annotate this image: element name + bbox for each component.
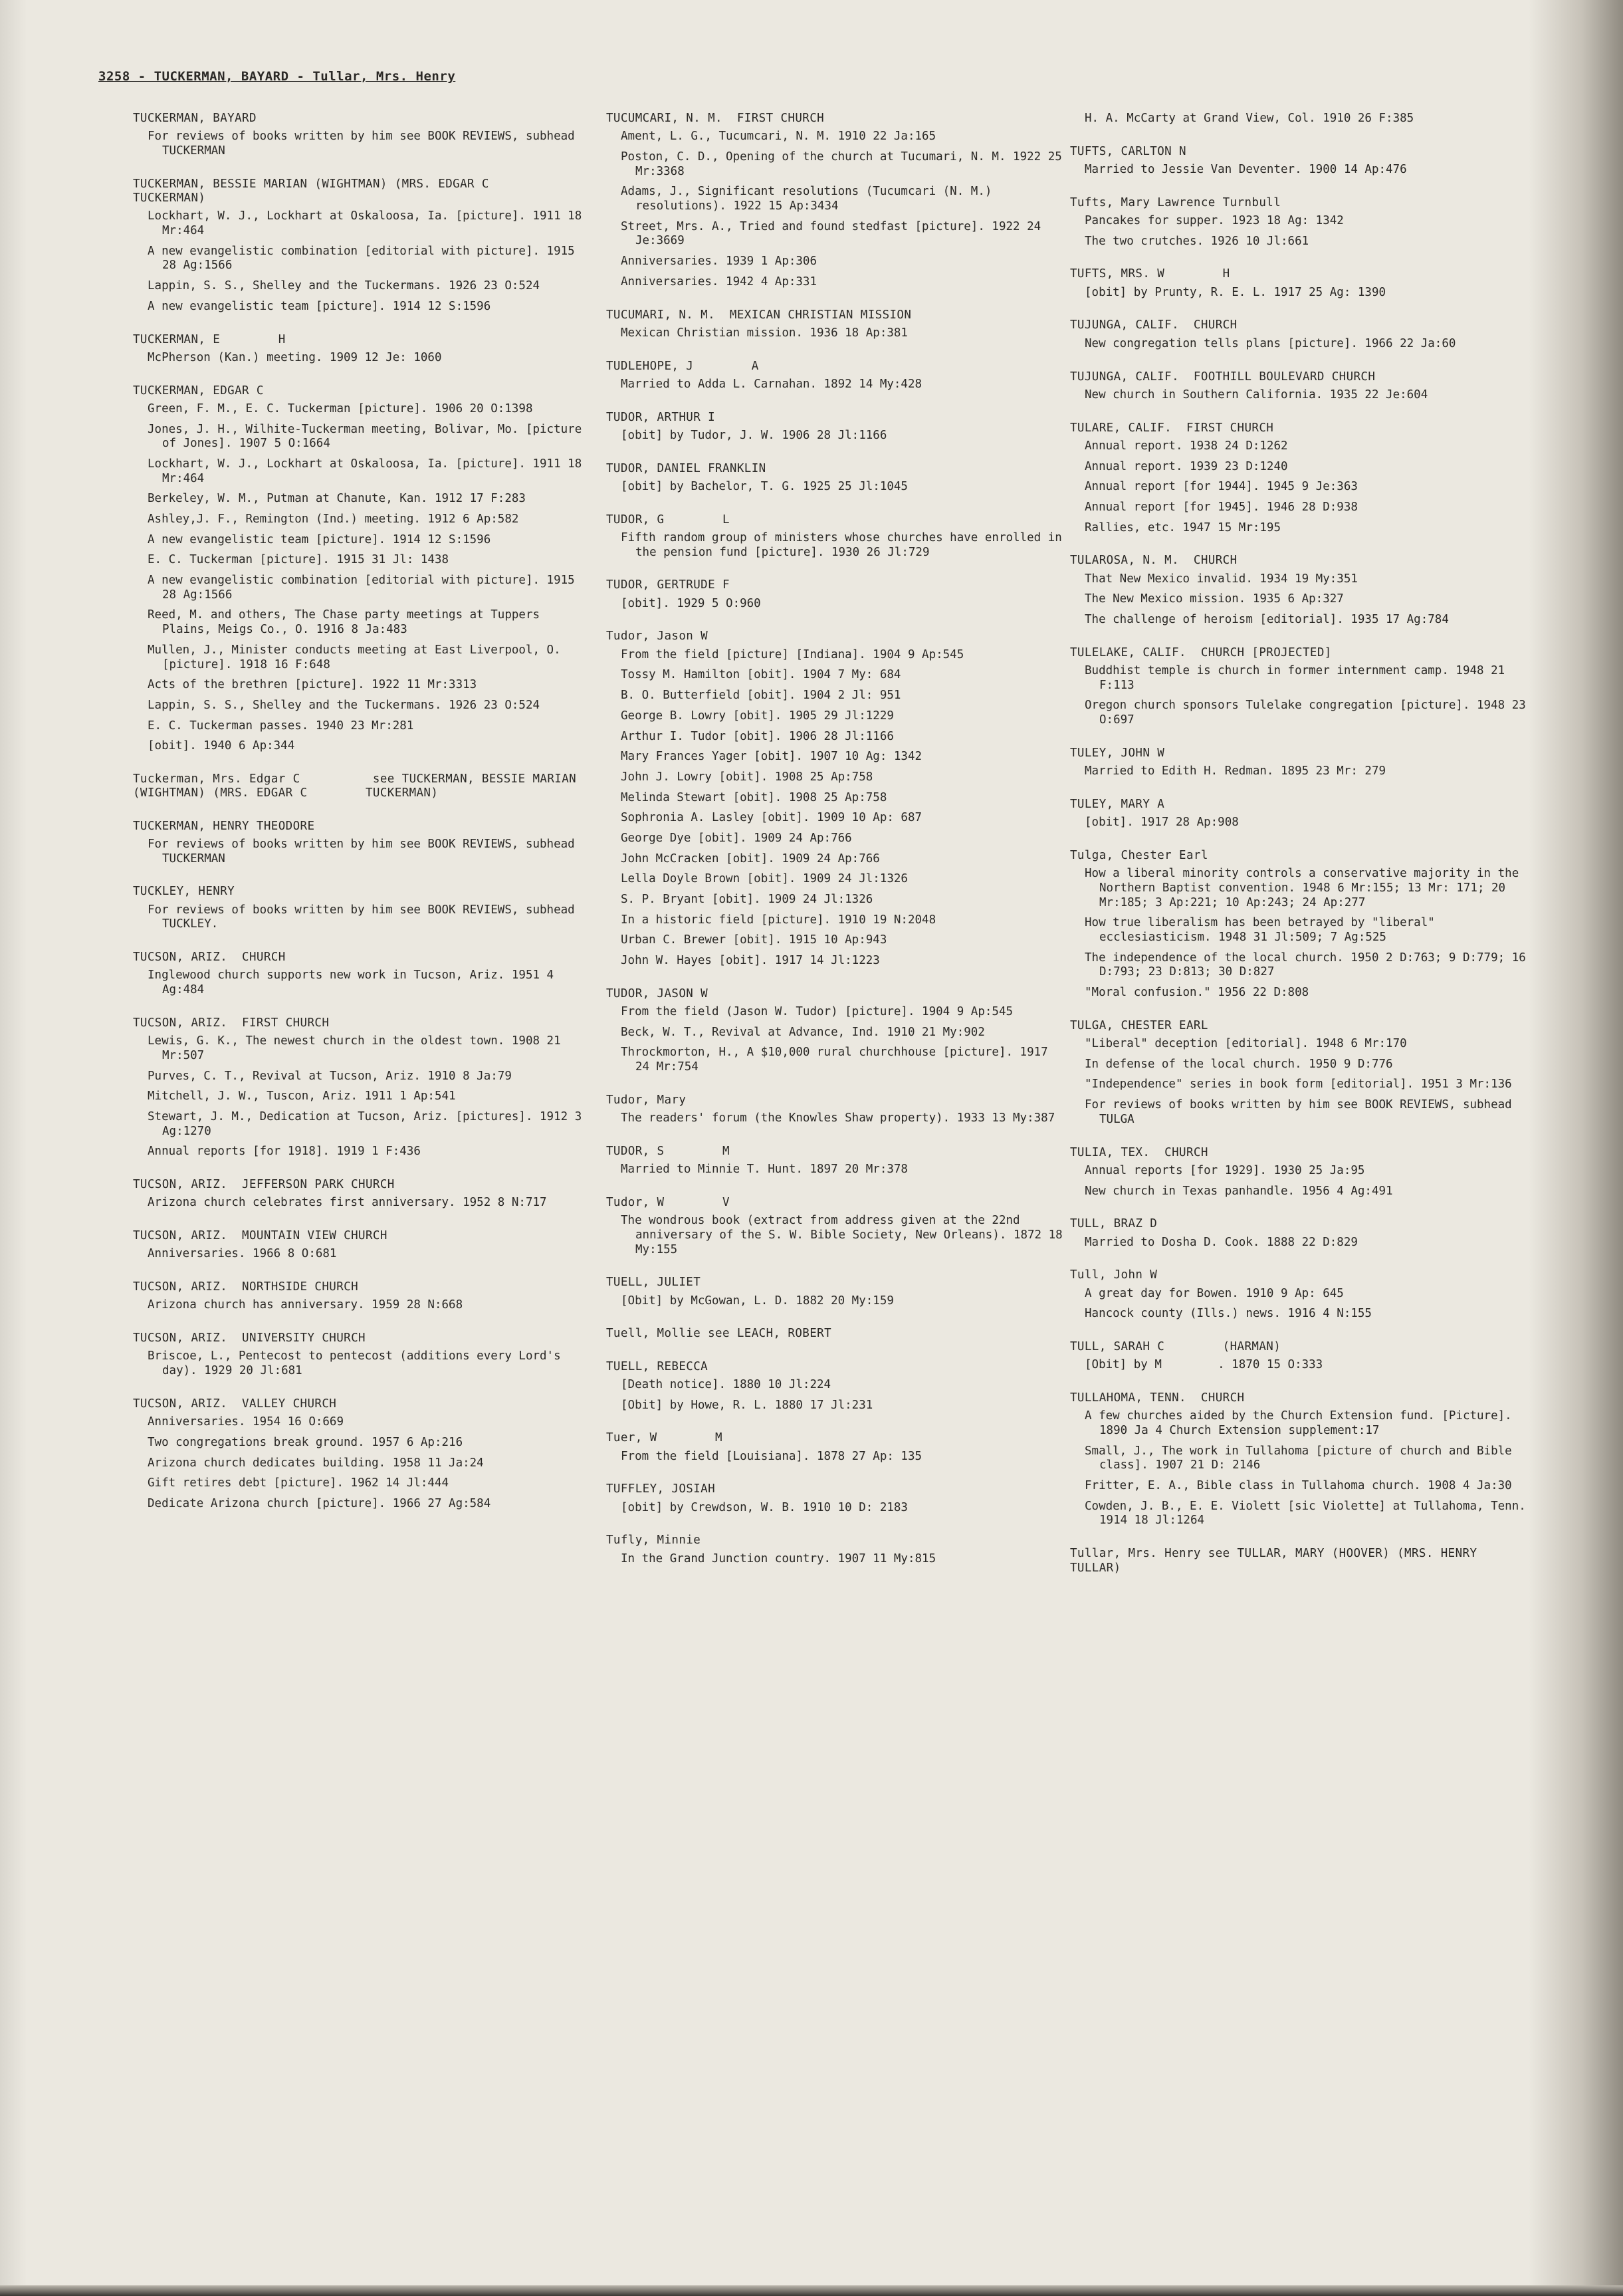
index-heading: TULGA, CHESTER EARL bbox=[1070, 1018, 1208, 1032]
index-heading: TULIA, TEX. CHURCH bbox=[1070, 1145, 1208, 1159]
index-entry-group bbox=[1070, 554, 1529, 627]
index-citation: Poston, C. D., Opening of the church at Tucumari, N. M. 1922 25 Mr:3368 bbox=[621, 150, 1069, 178]
index-citation: The New Mexico mission. 1935 6 Ap:327 bbox=[1085, 592, 1344, 606]
index-entry-group bbox=[133, 1280, 592, 1313]
index-citation: McPherson (Kan.) meeting. 1909 12 Je: 1060 bbox=[148, 350, 442, 364]
index-citation: Pancakes for supper. 1923 18 Ag: 1342 bbox=[1085, 214, 1344, 228]
index-citation: In defense of the local church. 1950 9 D:776 bbox=[1085, 1057, 1393, 1071]
index-entry-group bbox=[606, 1093, 1065, 1126]
index-citation: The wondrous book (extract from address given at the 22nd anniversary of the S. W. Bible Society, New Orleans). 1872 18 My:155 bbox=[621, 1214, 1070, 1256]
index-citation: [obit] by Prunty, R. E. L. 1917 25 Ag: 1390 bbox=[1085, 285, 1386, 299]
index-citation: Sophronia A. Lasley [obit]. 1909 10 Ap: 687 bbox=[621, 811, 922, 825]
index-heading: TULL, SARAH C (HARMAN) bbox=[1070, 1339, 1281, 1353]
index-citation: Arizona church has anniversary. 1959 28 N:668 bbox=[148, 1298, 463, 1312]
index-entry-group bbox=[1070, 1019, 1529, 1127]
index-heading: TUELL, JULIET bbox=[606, 1276, 701, 1290]
index-citation: Arthur I. Tudor [obit]. 1906 28 Jl:1166 bbox=[621, 729, 894, 743]
index-heading: TUDOR, DANIEL FRANKLIN bbox=[606, 461, 766, 475]
index-citation: Married to Minnie T. Hunt. 1897 20 Mr:378 bbox=[621, 1163, 908, 1177]
index-heading: TUCSON, ARIZ. CHURCH bbox=[133, 951, 286, 965]
index-citation: [obit] by Bachelor, T. G. 1925 25 Jl:1045 bbox=[621, 479, 908, 493]
index-entry-group bbox=[1070, 145, 1529, 177]
index-citation: S. P. Bryant [obit]. 1909 24 Jl:1326 bbox=[621, 893, 873, 906]
index-entry-group bbox=[606, 1534, 1065, 1566]
index-entry-group bbox=[133, 1331, 592, 1379]
index-heading: TUDOR, JASON W bbox=[606, 986, 708, 1000]
index-heading: TUCKLEY, HENRY bbox=[133, 885, 235, 899]
index-heading: TUCKERMAN, BESSIE MARIAN (WIGHTMAN) (MRS. EDGAR C TUCKERMAN) bbox=[133, 177, 548, 205]
index-citation: Arizona church dedicates building. 1958 11 Ja:24 bbox=[148, 1456, 484, 1470]
index-citation: The two crutches. 1926 10 Jl:661 bbox=[1085, 234, 1309, 248]
index-entry-group bbox=[1070, 645, 1533, 728]
index-entry-group bbox=[1070, 1146, 1529, 1199]
index-citation: Adams, J., Significant resolutions (Tucumcari (N. M.) resolutions). 1922 15 Ap:3434 bbox=[621, 185, 999, 213]
index-citation: Berkeley, W. M., Putman at Chanute, Kan. 1912 17 F:283 bbox=[148, 492, 526, 506]
index-entry-group bbox=[133, 1397, 592, 1512]
index-entry-group bbox=[133, 112, 592, 159]
index-entry-group bbox=[606, 1145, 1065, 1177]
index-entry-group bbox=[606, 578, 1065, 611]
index-heading: TUJUNGA, CALIF. FOOTHILL BOULEVARD CHURCH bbox=[1070, 370, 1376, 384]
index-column-2 bbox=[606, 112, 1070, 1585]
index-entry-group bbox=[606, 308, 1065, 341]
index-citation: E. C. Tuckerman [picture]. 1915 31 Jl: 1438 bbox=[148, 553, 449, 567]
index-heading: TUCSON, ARIZ. UNIVERSITY CHURCH bbox=[133, 1331, 366, 1345]
index-heading: TUCKERMAN, BAYARD bbox=[133, 112, 257, 125]
index-citation: John McCracken [obit]. 1909 24 Ap:766 bbox=[621, 852, 880, 865]
index-citation: A new evangelistic combination [editorial with picture]. 1915 28 Ag:1566 bbox=[148, 244, 582, 273]
index-citation: From the field (Jason W. Tudor) [picture]. 1904 9 Ap:545 bbox=[621, 1005, 1014, 1019]
index-heading: TULEY, MARY A bbox=[1070, 797, 1165, 811]
index-entry-group bbox=[133, 384, 592, 754]
index-citation: Mexican Christian mission. 1936 18 Ap:381 bbox=[621, 326, 908, 340]
index-heading: Tudor, Mary bbox=[606, 1093, 687, 1107]
index-citation: Lockhart, W. J., Lockhart at Oskaloosa, Ia. [picture]. 1911 18 Mr:464 bbox=[148, 209, 589, 238]
index-heading: TUFTS, CARLTON N bbox=[1070, 144, 1186, 158]
index-entry-group bbox=[133, 1229, 592, 1262]
index-citation: [Obit] by Howe, R. L. 1880 17 Jl:231 bbox=[621, 1398, 873, 1412]
index-citation: For reviews of books written by him see BOOK REVIEWS, subhead TUCKLEY. bbox=[148, 903, 582, 931]
index-citation: Two congregations break ground. 1957 6 Ap:216 bbox=[148, 1435, 463, 1449]
index-citation: "Moral confusion." 1956 22 D:808 bbox=[1085, 986, 1309, 1000]
index-citation: George B. Lowry [obit]. 1905 29 Jl:1229 bbox=[621, 709, 894, 723]
index-citation: Married to Dosha D. Cook. 1888 22 D:829 bbox=[1085, 1235, 1358, 1249]
index-citation: A great day for Bowen. 1910 9 Ap: 645 bbox=[1085, 1286, 1344, 1300]
index-citation: Anniversaries. 1966 8 O:681 bbox=[148, 1247, 337, 1261]
index-heading: Tufly, Minnie bbox=[606, 1534, 701, 1548]
index-citation: Street, Mrs. A., Tried and found stedfast [picture]. 1922 24 Je:3669 bbox=[621, 219, 1048, 248]
index-heading: TULLAHOMA, TENN. CHURCH bbox=[1070, 1391, 1245, 1405]
index-heading: TUCKERMAN, EDGAR C bbox=[133, 384, 264, 398]
index-entry-group bbox=[606, 1431, 1065, 1464]
index-citation: New church in Texas panhandle. 1956 4 Ag:491 bbox=[1085, 1184, 1393, 1198]
index-entry-group bbox=[133, 1178, 592, 1210]
index-entry-group bbox=[606, 1276, 1065, 1308]
index-citation: The challenge of heroism [editorial]. 1935 17 Ag:784 bbox=[1085, 613, 1449, 627]
index-heading: TULAROSA, N. M. CHURCH bbox=[1070, 554, 1238, 568]
index-citation: Married to Edith H. Redman. 1895 23 Mr: 279 bbox=[1085, 764, 1386, 778]
index-citation: Throckmorton, H., A $10,000 rural churchhouse [picture]. 1917 24 Mr:754 bbox=[621, 1046, 1055, 1074]
index-heading: Tudor, Jason W bbox=[606, 630, 708, 643]
index-citation: Stewart, J. M., Dedication at Tucson, Ariz. [pictures]. 1912 3 Ag:1270 bbox=[148, 1109, 589, 1138]
index-citation: "Independence" series in book form [editorial]. 1951 3 Mr:136 bbox=[1085, 1078, 1512, 1091]
index-citation: Urban C. Brewer [obit]. 1915 10 Ap:943 bbox=[621, 933, 887, 947]
index-citation: Mullen, J., Minister conducts meeting at East Liverpool, O. [picture]. 1918 16 F:648 bbox=[148, 643, 568, 671]
index-entry-group bbox=[133, 951, 592, 998]
index-citation: Lewis, G. K., The newest church in the oldest town. 1908 21 Mr:507 bbox=[148, 1034, 568, 1062]
index-column-3 bbox=[1070, 112, 1533, 1594]
running-head: 3258 - TUCKERMAN, BAYARD - Tullar, Mrs. Henry bbox=[98, 69, 456, 84]
index-citation: The independence of the local church. 1950 2 D:763; 9 D:779; 16 D:793; 23 D:813; 30 D:827 bbox=[1085, 951, 1533, 979]
index-citation: Anniversaries. 1954 16 O:669 bbox=[148, 1415, 344, 1429]
index-citation: Annual report [for 1945]. 1946 28 D:938 bbox=[1085, 500, 1358, 514]
index-heading: TULL, BRAZ D bbox=[1070, 1217, 1158, 1231]
index-heading: TUDLEHOPE, J A bbox=[606, 359, 759, 373]
index-heading: Tuckerman, Mrs. Edgar C see TUCKERMAN, BESSIE MARIAN (WIGHTMAN) (MRS. EDGAR C TUCKERMAN) bbox=[133, 772, 584, 800]
index-citation: From the field [picture] [Indiana]. 1904 9 Ap:545 bbox=[621, 647, 964, 661]
page-bottom-edge bbox=[0, 2285, 1623, 2296]
index-citation: Hancock county (Ills.) news. 1916 4 N:155 bbox=[1085, 1307, 1372, 1321]
index-citation: Ament, L. G., Tucumcari, N. M. 1910 22 Ja:165 bbox=[621, 130, 936, 144]
index-citation: Acts of the brethren [picture]. 1922 11 Mr:3313 bbox=[148, 678, 477, 692]
index-citation: Tossy M. Hamilton [obit]. 1904 7 My: 684 bbox=[621, 668, 901, 682]
index-entry-group bbox=[1070, 1391, 1533, 1528]
index-citation: The readers' forum (the Knowles Shaw property). 1933 13 My:387 bbox=[621, 1111, 1055, 1125]
index-entry-group bbox=[1070, 421, 1529, 536]
index-entry-group bbox=[606, 1360, 1065, 1413]
index-heading: Tullar, Mrs. Henry see TULLAR, MARY (HOOVER) (MRS. HENRY TULLAR) bbox=[1070, 1547, 1485, 1575]
index-citation: [obit]. 1917 28 Ap:908 bbox=[1085, 816, 1239, 830]
index-entry-group bbox=[1070, 318, 1529, 351]
index-heading: TUCSON, ARIZ. NORTHSIDE CHURCH bbox=[133, 1280, 359, 1294]
index-entry-group bbox=[606, 630, 1065, 968]
index-citation: Lappin, S. S., Shelley and the Tuckermans. 1926 23 O:524 bbox=[148, 279, 540, 293]
index-entry-group bbox=[1070, 196, 1529, 249]
index-citation: E. C. Tuckerman passes. 1940 23 Mr:281 bbox=[148, 719, 414, 733]
index-heading: TUJUNGA, CALIF. CHURCH bbox=[1070, 318, 1238, 332]
index-heading: TULEY, JOHN W bbox=[1070, 746, 1165, 760]
index-citation: Buddhist temple is church in former internment camp. 1948 21 F:113 bbox=[1085, 664, 1512, 692]
index-citation: Annual report. 1938 24 D:1262 bbox=[1085, 439, 1288, 453]
index-heading: TUDOR, GERTRUDE F bbox=[606, 578, 730, 592]
index-heading: TUCKERMAN, HENRY THEODORE bbox=[133, 819, 315, 833]
index-entry-group bbox=[606, 1195, 1070, 1257]
index-citation: "Liberal" deception [editorial]. 1948 6 Mr:170 bbox=[1085, 1037, 1407, 1051]
index-heading: TUCSON, ARIZ. MOUNTAIN VIEW CHURCH bbox=[133, 1229, 387, 1242]
index-citation: A few churches aided by the Church Extension fund. [Picture]. 1890 Ja 4 Church Extension supplement:17 bbox=[1085, 1409, 1519, 1438]
index-heading: TUCUMARI, N. M. MEXICAN CHRISTIAN MISSION bbox=[606, 308, 912, 322]
index-heading: TULARE, CALIF. FIRST CHURCH bbox=[1070, 421, 1274, 435]
index-citation: How a liberal minority controls a conservative majority in the Northern Baptist convention. 1948 6 Mr:155; 13 Mr: 171; 20 Mr:185; 3 Ap:221; 10 Ap:243; 24 Ap:277 bbox=[1085, 867, 1526, 909]
index-heading: TUCKERMAN, E H bbox=[133, 332, 286, 346]
index-citation: Married to Jessie Van Deventer. 1900 14 Ap:476 bbox=[1085, 163, 1407, 177]
index-citation: Briscoe, L., Pentecost to pentecost (additions every Lord's day). 1929 20 Jl:681 bbox=[148, 1349, 568, 1378]
index-citation: Anniversaries. 1942 4 Ap:331 bbox=[621, 275, 817, 288]
index-entry-group bbox=[1070, 267, 1529, 300]
index-citation: In a historic field [picture]. 1910 19 N:2048 bbox=[621, 913, 936, 927]
index-entry-group bbox=[1070, 1268, 1529, 1321]
index-entry-group bbox=[133, 820, 592, 867]
index-entry-group bbox=[133, 885, 592, 932]
index-entry-group bbox=[606, 411, 1065, 443]
index-citation: [Obit] by McGowan, L. D. 1882 20 My:159 bbox=[621, 1294, 894, 1308]
index-citation: Fifth random group of ministers whose churches have enrolled in the pension fund [picture]. 1930 26 Jl:729 bbox=[621, 531, 1069, 559]
index-entry-group bbox=[606, 513, 1069, 560]
index-citation: A new evangelistic team [picture]. 1914 12 S:1596 bbox=[148, 299, 491, 313]
index-citation: Annual reports [for 1918]. 1919 1 F:436 bbox=[148, 1145, 421, 1159]
index-heading: Tuell, Mollie see LEACH, ROBERT bbox=[606, 1327, 832, 1341]
index-citation: Married to Adda L. Carnahan. 1892 14 My:428 bbox=[621, 377, 922, 391]
index-entry-group bbox=[606, 1327, 1065, 1341]
index-citation: New congregation tells plans [picture]. 1966 22 Ja:60 bbox=[1085, 336, 1456, 350]
index-citation: Reed, M. and others, The Chase party meetings at Tuppers Plains, Meigs Co., O. 1916 8 Ja:483 bbox=[148, 608, 547, 637]
index-citation: [obit]. 1929 5 O:960 bbox=[621, 596, 761, 610]
index-heading: TUDOR, S M bbox=[606, 1144, 730, 1158]
index-citation: H. A. McCarty at Grand View, Col. 1910 26 F:385 bbox=[1085, 112, 1414, 125]
index-citation: Anniversaries. 1939 1 Ap:306 bbox=[621, 255, 817, 269]
index-citation: Mitchell, J. W., Tuscon, Ariz. 1911 1 Ap:541 bbox=[148, 1090, 456, 1103]
index-citation: Inglewood church supports new work in Tucson, Ariz. 1951 4 Ag:484 bbox=[148, 969, 561, 997]
index-entry-group bbox=[606, 1482, 1065, 1515]
index-citation: Annual report. 1939 23 D:1240 bbox=[1085, 459, 1288, 473]
index-citation: Purves, C. T., Revival at Tucson, Ariz. 1910 8 Ja:79 bbox=[148, 1069, 512, 1083]
index-citation: Rallies, etc. 1947 15 Mr:195 bbox=[1085, 520, 1281, 534]
index-citation: [obit]. 1940 6 Ap:344 bbox=[148, 739, 295, 753]
index-citation: Lappin, S. S., Shelley and the Tuckermans. 1926 23 O:524 bbox=[148, 698, 540, 712]
index-heading: TUCUMCARI, N. M. FIRST CHURCH bbox=[606, 112, 825, 125]
index-citation: B. O. Butterfield [obit]. 1904 2 Jl: 951 bbox=[621, 689, 901, 703]
index-entry-group bbox=[1070, 1217, 1529, 1250]
index-entry-group bbox=[133, 1016, 592, 1159]
index-entry-group bbox=[606, 112, 1069, 290]
index-entry-group bbox=[1070, 1340, 1529, 1373]
index-heading: TULELAKE, CALIF. CHURCH [PROJECTED] bbox=[1070, 645, 1332, 659]
index-entry-group bbox=[1070, 798, 1529, 830]
index-citation: Arizona church celebrates first anniversary. 1952 8 N:717 bbox=[148, 1196, 547, 1210]
index-heading: TUDOR, G L bbox=[606, 513, 730, 526]
index-heading: Tuer, W M bbox=[606, 1431, 722, 1445]
index-entry-group bbox=[133, 333, 592, 366]
index-entry-group bbox=[606, 462, 1065, 495]
index-citation: Fritter, E. A., Bible class in Tullahoma church. 1908 4 Ja:30 bbox=[1085, 1479, 1512, 1493]
index-citation: In the Grand Junction country. 1907 11 My:815 bbox=[621, 1551, 936, 1565]
index-citation: Mary Frances Yager [obit]. 1907 10 Ag: 1342 bbox=[621, 750, 922, 764]
index-citation: That New Mexico invalid. 1934 19 My:351 bbox=[1085, 572, 1358, 586]
index-citation: Beck, W. T., Revival at Advance, Ind. 1910 21 My:902 bbox=[621, 1025, 985, 1039]
index-entry-group bbox=[606, 987, 1065, 1075]
index-entry-group bbox=[1070, 746, 1529, 779]
index-citation: Annual report [for 1944]. 1945 9 Je:363 bbox=[1085, 480, 1358, 494]
index-citation: [obit] by Crewdson, W. B. 1910 10 D: 2183 bbox=[621, 1500, 908, 1514]
index-citation: Small, J., The work in Tullahoma [picture of church and Bible class]. 1907 21 D: 2146 bbox=[1085, 1444, 1519, 1472]
index-heading: Tufts, Mary Lawrence Turnbull bbox=[1070, 195, 1281, 209]
index-entry-group bbox=[606, 360, 1065, 392]
index-citation: [Death notice]. 1880 10 Jl:224 bbox=[621, 1378, 831, 1392]
index-entry-group bbox=[1070, 370, 1529, 403]
index-entry-group bbox=[133, 177, 592, 314]
index-entry-group bbox=[1070, 848, 1533, 1000]
index-citation: From the field [Louisiana]. 1878 27 Ap: 135 bbox=[621, 1449, 922, 1463]
index-column-1 bbox=[133, 112, 592, 1530]
index-entry-group bbox=[133, 772, 592, 801]
index-citation: John W. Hayes [obit]. 1917 14 Jl:1223 bbox=[621, 954, 880, 968]
index-heading: TUCSON, ARIZ. JEFFERSON PARK CHURCH bbox=[133, 1177, 395, 1191]
index-citation: [Obit] by M . 1870 15 O:333 bbox=[1085, 1358, 1323, 1372]
index-citation: Melinda Stewart [obit]. 1908 25 Ap:758 bbox=[621, 790, 887, 804]
index-citation: For reviews of books written by him see BOOK REVIEWS, subhead TULGA bbox=[1085, 1098, 1519, 1126]
index-citation: A new evangelistic team [picture]. 1914 12 S:1596 bbox=[148, 532, 491, 546]
index-citation: Oregon church sponsors Tulelake congregation [picture]. 1948 23 O:697 bbox=[1085, 699, 1533, 727]
index-citation: Dedicate Arizona church [picture]. 1966 27 Ag:584 bbox=[148, 1496, 491, 1510]
index-entry-group bbox=[1070, 1547, 1529, 1575]
index-citation: Lockhart, W. J., Lockhart at Oskaloosa, Ia. [picture]. 1911 18 Mr:464 bbox=[148, 457, 589, 485]
index-heading: TUELL, REBECCA bbox=[606, 1359, 708, 1373]
index-citation: How true liberalism has been betrayed by "liberal" ecclesiasticism. 1948 31 Jl:509; 7 Ag:525 bbox=[1085, 916, 1442, 944]
index-entry-group bbox=[1070, 112, 1529, 126]
index-heading: Tudor, W V bbox=[606, 1195, 730, 1209]
index-citation: For reviews of books written by him see BOOK REVIEWS, subhead TUCKERMAN bbox=[148, 838, 582, 865]
index-citation: Lella Doyle Brown [obit]. 1909 24 Jl:1326 bbox=[621, 872, 908, 886]
index-citation: Ashley,J. F., Remington (Ind.) meeting. 1912 6 Ap:582 bbox=[148, 513, 519, 526]
index-citation: Annual reports [for 1929]. 1930 25 Ja:95 bbox=[1085, 1163, 1365, 1177]
index-heading: Tull, John W bbox=[1070, 1268, 1158, 1282]
index-heading: TUCSON, ARIZ. VALLEY CHURCH bbox=[133, 1397, 337, 1411]
index-heading: TUDOR, ARTHUR I bbox=[606, 410, 716, 424]
index-citation: George Dye [obit]. 1909 24 Ap:766 bbox=[621, 831, 852, 845]
index-citation: A new evangelistic combination [editorial with picture]. 1915 28 Ag:1566 bbox=[148, 574, 582, 602]
index-heading: TUCSON, ARIZ. FIRST CHURCH bbox=[133, 1016, 330, 1030]
index-citation: Gift retires debt [picture]. 1962 14 Jl:444 bbox=[148, 1476, 449, 1490]
index-citation: New church in Southern California. 1935 22 Je:604 bbox=[1085, 388, 1428, 402]
index-heading: TUFFLEY, JOSIAH bbox=[606, 1482, 716, 1496]
index-citation: Jones, J. H., Wilhite-Tuckerman meeting, Bolivar, Mo. [picture of Jones]. 1907 5 O:1664 bbox=[148, 422, 589, 451]
index-citation: John J. Lowry [obit]. 1908 25 Ap:758 bbox=[621, 770, 873, 784]
index-heading: TUFTS, MRS. W H bbox=[1070, 267, 1230, 281]
index-heading: Tulga, Chester Earl bbox=[1070, 848, 1208, 862]
index-citation: Cowden, J. B., E. E. Violett [sic Violette] at Tullahoma, Tenn. 1914 18 Jl:1264 bbox=[1085, 1499, 1533, 1528]
index-citation: Green, F. M., E. C. Tuckerman [picture]. 1906 20 O:1398 bbox=[148, 402, 533, 415]
index-citation: [obit] by Tudor, J. W. 1906 28 Jl:1166 bbox=[621, 428, 887, 442]
index-citation: For reviews of books written by him see BOOK REVIEWS, subhead TUCKERMAN bbox=[148, 130, 582, 158]
